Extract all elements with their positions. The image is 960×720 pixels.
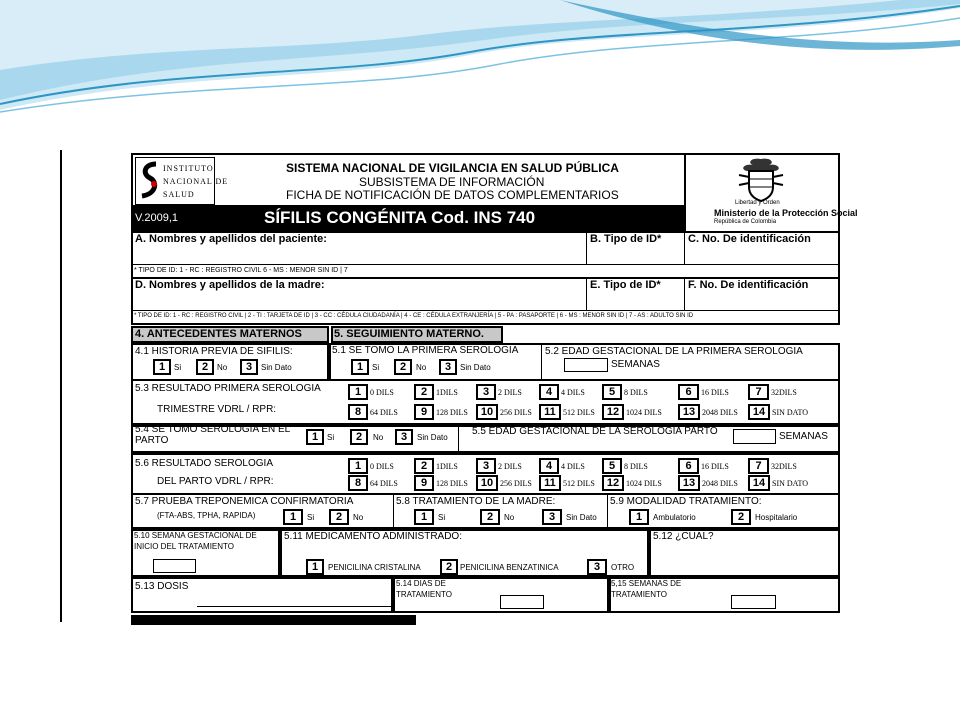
q54-option-3-box[interactable]: 3 xyxy=(395,429,413,445)
q53-sublabel: TRIMESTRE VDRL / RPR: xyxy=(157,404,277,415)
q54-option-2-box[interactable]: 2 xyxy=(350,429,368,445)
patient-name-label: A. Nombres y apellidos del paciente: xyxy=(135,233,327,245)
q511-option-2-label: PENICILINA BENZATINICA xyxy=(460,563,559,572)
form-subtitle: FICHA DE NOTIFICACIÓN DE DATOS COMPLEMENTARIOS xyxy=(286,188,619,202)
q59-option-2-box[interactable]: 2 xyxy=(731,509,751,525)
q58-option-2-label: No xyxy=(504,513,515,522)
q53-row2-option-11-label: 512 DILS xyxy=(563,408,595,417)
q53-row2-option-10-box[interactable]: 10 xyxy=(476,404,498,420)
q41-option-1-label: Si xyxy=(174,363,182,372)
q59-label: 5.9 MODALIDAD TRATAMIENTO: xyxy=(610,496,762,507)
ins-logo-icon xyxy=(138,160,160,202)
q514-label-line-2: TRATAMIENTO xyxy=(396,590,452,599)
q56-row2-option-8-label: 64 DILS xyxy=(370,479,398,488)
q515-label-line-1: 5,15 SEMANAS DE xyxy=(611,579,682,588)
q511-option-3-box[interactable]: 3 xyxy=(587,559,607,575)
q53-row2-option-13-label: 2048 DILS xyxy=(702,408,738,417)
q54-option-3-label: Sin Dato xyxy=(417,433,448,442)
q51-label: 5.1 SE TOMO LA PRIMERA SEROLOGIA xyxy=(332,345,519,356)
ins-logo-text xyxy=(163,162,228,201)
q56-row2-option-9-box[interactable]: 9 xyxy=(414,475,434,491)
q57-option-2-box[interactable]: 2 xyxy=(329,509,349,525)
system-title: SISTEMA NACIONAL DE VIGILANCIA EN SALUD PÚBLICA xyxy=(286,161,619,175)
q53-row1-option-3-box[interactable]: 3 xyxy=(476,384,496,400)
q41-label: 4.1 HISTORIA PREVIA DE SIFILIS: xyxy=(135,346,293,357)
section-4-title: 4. ANTECEDENTES MATERNOS xyxy=(135,328,302,340)
ministry-motto: Libertad y Orden xyxy=(735,200,780,206)
q53-row1-option-1-label: 0 DILS xyxy=(370,388,394,397)
q53-row2-option-8-label: 64 DILS xyxy=(370,408,398,417)
q58-option-3-box[interactable]: 3 xyxy=(542,509,562,525)
q514-label xyxy=(396,578,452,600)
q56-row1-option-5-box[interactable]: 5 xyxy=(602,458,622,474)
q58-option-3-label: Sin Dato xyxy=(566,513,597,522)
header-swoosh xyxy=(0,0,960,130)
q52-weeks-input[interactable] xyxy=(564,358,608,372)
notification-form xyxy=(131,153,858,622)
q514-label-line-1: 5.14 DIAS DE xyxy=(396,579,446,588)
q513-label: 5.13 DOSIS xyxy=(135,581,189,592)
q53-row2-option-9-label: 128 DILS xyxy=(436,408,468,417)
version-label: V.2009,1 xyxy=(135,212,179,224)
q53-row2-option-9-box[interactable]: 9 xyxy=(414,404,434,420)
q52-unit: SEMANAS xyxy=(611,359,660,370)
q59-option-1-box[interactable]: 1 xyxy=(629,509,649,525)
q53-row1-option-1-box[interactable]: 1 xyxy=(348,384,368,400)
q53-row1-option-6-label: 16 DILS xyxy=(701,388,729,397)
q56-sublabel: DEL PARTO VDRL / RPR: xyxy=(157,476,274,487)
coat-of-arms-icon xyxy=(731,157,791,201)
q57-option-1-label: Si xyxy=(307,513,315,522)
q53-row2-option-11-box[interactable]: 11 xyxy=(539,404,561,420)
q511-option-1-box[interactable]: 1 xyxy=(306,559,324,575)
q51-option-3-box[interactable]: 3 xyxy=(439,359,457,375)
q41-option-1-box[interactable]: 1 xyxy=(153,359,171,375)
q56-row2-option-10-label: 256 DILS xyxy=(500,479,532,488)
patient-id-note: * TIPO DE ID: 1 - RC : REGISTRO CIVIL 6 - MS : MENOR SIN ID | 7 xyxy=(134,267,348,274)
q53-row2-option-14-box[interactable]: 14 xyxy=(748,404,770,420)
q53-row1-option-7-label: 32DILS xyxy=(771,388,797,397)
q56-row1-option-3-label: 2 DILS xyxy=(498,462,522,471)
section-5-title: 5. SEGUIMIENTO MATERNO. xyxy=(334,328,484,340)
q51-option-1-label: Si xyxy=(372,363,380,372)
q511-option-3-label: OTRO xyxy=(611,563,635,572)
q56-row1-option-3-box[interactable]: 3 xyxy=(476,458,496,474)
q56-row2-option-11-box[interactable]: 11 xyxy=(539,475,561,491)
q57-sublabel: (FTA-ABS, TPHA, RAPIDA) xyxy=(157,511,256,520)
q54-option-1-label: Si xyxy=(327,433,335,442)
q56-label: 5.6 RESULTADO SEROLOGIA xyxy=(135,458,274,469)
q515-weeks-input[interactable] xyxy=(731,595,776,609)
q510-label xyxy=(134,530,257,552)
q56-row1-option-4-label: 4 DILS xyxy=(561,462,585,471)
logo-line-2: NACIONAL DE xyxy=(163,177,229,186)
q41-option-2-box[interactable]: 2 xyxy=(196,359,214,375)
next-section-header-partial xyxy=(131,615,416,625)
q57-option-2-label: No xyxy=(353,513,364,522)
q56-row2-option-14-box[interactable]: 14 xyxy=(748,475,770,491)
q58-option-1-box[interactable]: 1 xyxy=(414,509,434,525)
mother-name-label: D. Nombres y apellidos de la madre: xyxy=(135,279,325,291)
q56-row2-option-13-label: 2048 DILS xyxy=(702,479,738,488)
q56-row1-option-5-label: 8 DILS xyxy=(624,462,648,471)
q56-row2-option-11-label: 512 DILS xyxy=(563,479,595,488)
q53-row1-option-4-box[interactable]: 4 xyxy=(539,384,559,400)
q53-row1-option-5-box[interactable]: 5 xyxy=(602,384,622,400)
q510-label-line-1: 5.10 SEMANA GESTACIONAL DE xyxy=(134,531,257,540)
q56-row2-option-13-box[interactable]: 13 xyxy=(678,475,700,491)
q513-dose-line[interactable] xyxy=(197,606,393,607)
q51-option-1-box[interactable]: 1 xyxy=(351,359,369,375)
q58-option-2-box[interactable]: 2 xyxy=(480,509,500,525)
q53-row2-option-12-box[interactable]: 12 xyxy=(602,404,624,420)
q515-label-line-2: TRATAMIENTO xyxy=(611,590,667,599)
q53-row2-option-12-label: 1024 DILS xyxy=(626,408,662,417)
q510-week-input[interactable] xyxy=(153,559,196,573)
q53-row2-option-13-box[interactable]: 13 xyxy=(678,404,700,420)
q55-label: 5.5 EDAD GESTACIONAL DE LA SEROLOGIA PARTO xyxy=(472,426,718,437)
q54-label-line-2: PARTO xyxy=(135,435,169,446)
q54-label xyxy=(135,424,290,446)
q51-option-2-box[interactable]: 2 xyxy=(394,359,412,375)
subsystem-title: SUBSISTEMA DE INFORMACIÓN xyxy=(359,175,545,189)
q56-row2-option-12-label: 1024 DILS xyxy=(626,479,662,488)
logo-line-1: INSTITUTO xyxy=(163,164,214,173)
q514-days-input[interactable] xyxy=(500,595,544,609)
q56-row1-option-7-label: 32DILS xyxy=(771,462,797,471)
ministry-name: Ministerio de la Protección Social xyxy=(714,208,858,218)
q511-label: 5.11 MEDICAMENTO ADMINISTRADO: xyxy=(284,531,462,542)
q41-option-2-label: No xyxy=(217,363,228,372)
disease-title: SÍFILIS CONGÉNITA Cod. INS 740 xyxy=(264,208,536,227)
q56-row2-option-9-label: 128 DILS xyxy=(436,479,468,488)
q51-option-3-label: Sin Dato xyxy=(460,363,491,372)
page-edge-line xyxy=(60,150,62,622)
q53-row1-option-2-label: 1DILS xyxy=(436,388,458,397)
q57-option-1-box[interactable]: 1 xyxy=(283,509,303,525)
q511-option-2-box[interactable]: 2 xyxy=(440,559,458,575)
logo-line-3: SALUD xyxy=(163,190,195,199)
q41-option-3-box[interactable]: 3 xyxy=(240,359,258,375)
q53-label: 5.3 RESULTADO PRIMERA SEROLOGIA xyxy=(135,383,321,394)
q512-label: 5.12 ¿CUAL? xyxy=(653,531,714,542)
q54-label-line-1: 5.4 SE TOMO SEROLOGIA EN EL xyxy=(135,424,291,435)
patient-id-number-label: C. No. De identificación xyxy=(688,233,811,245)
q56-row1-option-1-box[interactable]: 1 xyxy=(348,458,368,474)
q53-row1-option-5-label: 8 DILS xyxy=(624,388,648,397)
q56-row1-option-2-label: 1DILS xyxy=(436,462,458,471)
q56-row1-option-6-box[interactable]: 6 xyxy=(678,458,699,474)
q56-row2-option-10-box[interactable]: 10 xyxy=(476,475,498,491)
q510-label-line-2: INICIO DEL TRATAMIENTO xyxy=(134,542,235,551)
header-divider xyxy=(684,153,686,233)
q53-row1-option-6-box[interactable]: 6 xyxy=(678,384,699,400)
q55-unit: SEMANAS xyxy=(779,431,828,442)
q57-label: 5.7 PRUEBA TREPONEMICA CONFIRMATORIA xyxy=(135,496,354,507)
q53-row1-option-3-label: 2 DILS xyxy=(498,388,522,397)
q56-row1-option-1-label: 0 DILS xyxy=(370,462,394,471)
mother-id-number-label: F. No. De identificación xyxy=(688,279,809,291)
q56-row1-option-4-box[interactable]: 4 xyxy=(539,458,559,474)
q511-option-1-label: PENICILINA CRISTALINA xyxy=(328,563,421,572)
q54-option-1-box[interactable]: 1 xyxy=(306,429,324,445)
q56-row2-option-12-box[interactable]: 12 xyxy=(602,475,624,491)
q55-weeks-input[interactable] xyxy=(733,429,776,444)
q59-option-2-label: Hospitalario xyxy=(755,513,798,522)
q53-row1-option-4-label: 4 DILS xyxy=(561,388,585,397)
mother-id-type-label: E. Tipo de ID* xyxy=(590,279,661,291)
ministry-country: República de Colombia xyxy=(714,219,777,225)
q54-option-2-label: No xyxy=(373,433,384,442)
q56-row2-option-14-label: SIN DATO xyxy=(772,479,809,488)
q56-row1-option-6-label: 16 DILS xyxy=(701,462,729,471)
q41-option-3-label: Sin Dato xyxy=(261,363,292,372)
q59-option-1-label: Ambulatorio xyxy=(653,513,696,522)
q58-option-1-label: Si xyxy=(438,513,446,522)
q51-option-2-label: No xyxy=(416,363,427,372)
q53-row2-option-10-label: 256 DILS xyxy=(500,408,532,417)
q58-label: 5.8 TRATAMIENTO DE LA MADRE: xyxy=(396,496,556,507)
q515-label xyxy=(611,578,681,600)
q52-label: 5.2 EDAD GESTACIONAL DE LA PRIMERA SEROLOGIA xyxy=(545,346,803,357)
q56-row1-option-7-box[interactable]: 7 xyxy=(748,458,769,474)
q53-row1-option-7-box[interactable]: 7 xyxy=(748,384,769,400)
patient-id-type-label: B. Tipo de ID* xyxy=(590,233,662,245)
q56-row1-option-2-box[interactable]: 2 xyxy=(414,458,434,474)
q56-row2-option-8-box[interactable]: 8 xyxy=(348,475,368,491)
q53-row1-option-2-box[interactable]: 2 xyxy=(414,384,434,400)
q53-row2-option-8-box[interactable]: 8 xyxy=(348,404,368,420)
mother-id-note: * TIPO DE ID: 1 - RC : REGISTRO CIVIL | 2 - TI : TARJETA DE ID | 3 - CC : CÉDULA CIUDADANÍA | 4 - CE : CÉDULA EXTRANJERÍA | 5 - PA : PASAPORTE | 6 - MS : MENOR SIN ID | 7 - AS : ADULTO SIN ID xyxy=(134,313,694,319)
q53-row2-option-14-label: SIN DATO xyxy=(772,408,809,417)
